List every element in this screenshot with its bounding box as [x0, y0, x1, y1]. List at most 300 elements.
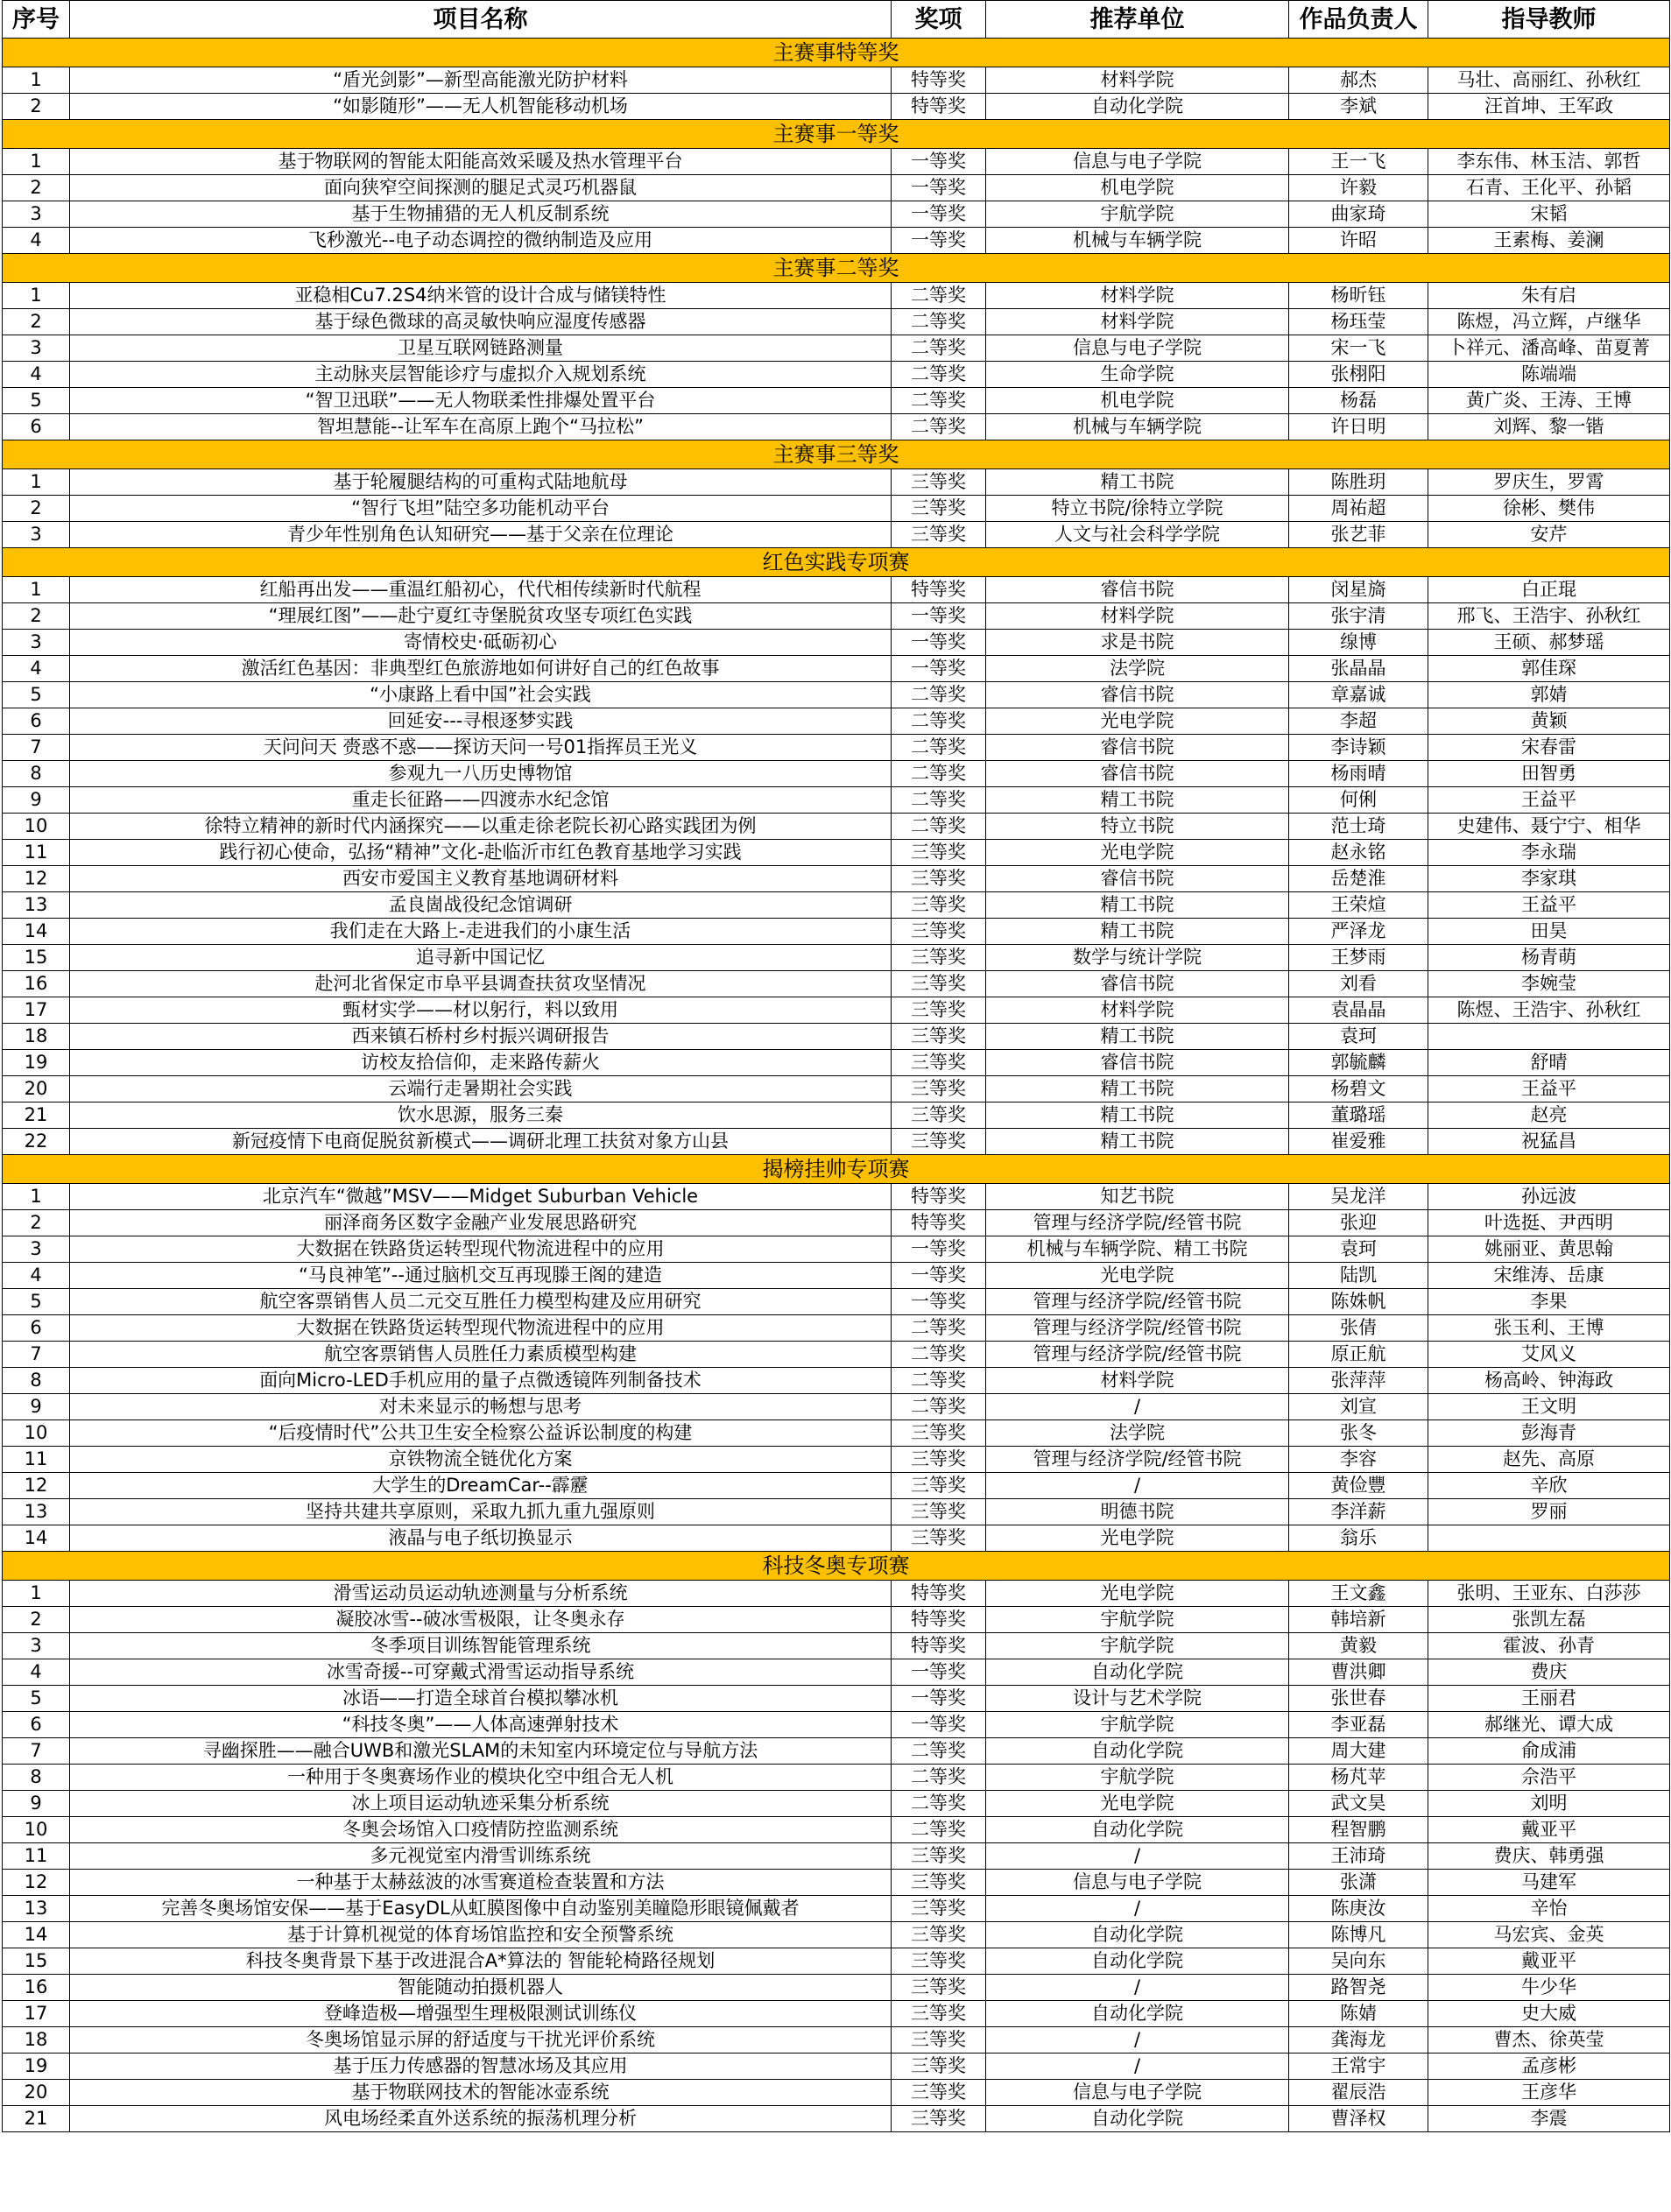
table-row [3, 94, 1670, 120]
project-name: 赴河北省保定市阜平县调查扶贫攻坚情况 [70, 971, 892, 997]
table-row [3, 2080, 1670, 2106]
project-name: 坚持共建共享原则，采取九抓九重九强原则 [70, 1499, 892, 1525]
award-level: 二等奖 [892, 787, 986, 814]
project-name: 液晶与电子纸切换显示 [70, 1525, 892, 1552]
recommending-unit: 明德书院 [986, 1499, 1289, 1525]
row-index: 4 [3, 656, 70, 682]
advisor: 舒晴 [1428, 1050, 1670, 1076]
advisor [1428, 1525, 1670, 1552]
award-level: 一等奖 [892, 1236, 986, 1263]
project-name: 面向Micro-LED手机应用的量子点微透镜阵列制备技术 [70, 1368, 892, 1394]
award-level: 三等奖 [892, 997, 986, 1024]
advisor: 王益平 [1428, 787, 1670, 814]
row-index: 5 [3, 1289, 70, 1315]
award-level: 特等奖 [892, 1607, 986, 1633]
row-index: 9 [3, 1394, 70, 1420]
recommending-unit: 自动化学院 [986, 1948, 1289, 1975]
row-index: 12 [3, 1870, 70, 1896]
project-name: 孟良崮战役纪念馆调研 [70, 892, 892, 919]
row-index: 14 [3, 1525, 70, 1552]
table-body [3, 39, 1670, 2132]
table-row [3, 787, 1670, 814]
project-name: “后疫情时代”公共卫生安全检察公益诉讼制度的构建 [70, 1420, 892, 1447]
recommending-unit: 睿信书院 [986, 971, 1289, 997]
recommending-unit: 知艺书院 [986, 1184, 1289, 1210]
table-row [3, 1870, 1670, 1896]
recommending-unit: 宇航学院 [986, 1765, 1289, 1791]
project-name: 冬奥场馆显示屏的舒适度与干扰光评价系统 [70, 2027, 892, 2053]
project-leader: 董璐瑶 [1289, 1102, 1428, 1129]
project-name: 云端行走暑期社会实践 [70, 1076, 892, 1102]
recommending-unit: 精工书院 [986, 1076, 1289, 1102]
advisor: 田昊 [1428, 919, 1670, 945]
table-row [3, 1817, 1670, 1843]
project-leader: 郭毓麟 [1289, 1050, 1428, 1076]
award-level: 二等奖 [892, 335, 986, 362]
recommending-unit: 数学与统计学院 [986, 945, 1289, 971]
row-index: 20 [3, 2080, 70, 2106]
table-row [3, 1076, 1670, 1102]
row-index: 12 [3, 866, 70, 892]
section-title: 主赛事特等奖 [3, 39, 1670, 67]
project-leader: 王文鑫 [1289, 1581, 1428, 1607]
award-level: 三等奖 [892, 1102, 986, 1129]
award-level: 三等奖 [892, 1948, 986, 1975]
table-row [3, 1368, 1670, 1394]
table-row [3, 1581, 1670, 1607]
section-title: 科技冬奥专项赛 [3, 1552, 1670, 1581]
project-name: 红船再出发——重温红船初心，代代相传续新时代航程 [70, 577, 892, 603]
row-index: 19 [3, 2053, 70, 2080]
advisor: 李东伟、林玉洁、郭哲 [1428, 149, 1670, 175]
advisor: 罗庆生，罗霄 [1428, 469, 1670, 496]
row-index: 5 [3, 682, 70, 708]
recommending-unit: / [986, 1473, 1289, 1499]
recommending-unit: 管理与经济学院/经管书院 [986, 1447, 1289, 1473]
award-level: 一等奖 [892, 1686, 986, 1712]
table-row [3, 866, 1670, 892]
award-level: 二等奖 [892, 1394, 986, 1420]
project-leader: 路智尧 [1289, 1975, 1428, 2001]
project-leader: 张迎 [1289, 1210, 1428, 1236]
header-award: 奖项 [892, 1, 986, 39]
project-name: “盾光剑影”—新型高能激光防护材料 [70, 67, 892, 94]
recommending-unit: 精工书院 [986, 469, 1289, 496]
section-title: 主赛事二等奖 [3, 254, 1670, 283]
project-leader: 李亚磊 [1289, 1712, 1428, 1738]
project-name: 基于物联网技术的智能冰壶系统 [70, 2080, 892, 2106]
advisor: 叶选挺、尹西明 [1428, 1210, 1670, 1236]
recommending-unit: 信息与电子学院 [986, 335, 1289, 362]
project-leader: 许昭 [1289, 228, 1428, 254]
row-index: 7 [3, 1342, 70, 1368]
recommending-unit: 睿信书院 [986, 866, 1289, 892]
recommending-unit: 宇航学院 [986, 1607, 1289, 1633]
project-name: 一种用于冬奥赛场作业的模块化空中组合无人机 [70, 1765, 892, 1791]
table-row [3, 522, 1670, 548]
section-header-row [3, 1552, 1670, 1581]
project-name: 飞秒激光--电子动态调控的微纳制造及应用 [70, 228, 892, 254]
recommending-unit: 自动化学院 [986, 1659, 1289, 1686]
project-name: 基于压力传感器的智慧冰场及其应用 [70, 2053, 892, 2080]
row-index: 1 [3, 469, 70, 496]
advisor: 李震 [1428, 2106, 1670, 2132]
award-level: 三等奖 [892, 2080, 986, 2106]
table-row [3, 682, 1670, 708]
project-leader: 武文昊 [1289, 1791, 1428, 1817]
recommending-unit: 自动化学院 [986, 2106, 1289, 2132]
award-level: 三等奖 [892, 2053, 986, 2080]
project-leader: 张宇清 [1289, 603, 1428, 630]
project-name: 青少年性别角色认知研究——基于父亲在位理论 [70, 522, 892, 548]
recommending-unit: / [986, 1896, 1289, 1922]
project-leader: 刘宣 [1289, 1394, 1428, 1420]
section-title: 红色实践专项赛 [3, 548, 1670, 577]
table-row [3, 1499, 1670, 1525]
row-index: 1 [3, 67, 70, 94]
project-name: 多元视觉室内滑雪训练系统 [70, 1843, 892, 1870]
row-index: 15 [3, 1948, 70, 1975]
table-row [3, 1975, 1670, 2001]
project-leader: 翟辰浩 [1289, 2080, 1428, 2106]
project-leader: 许日明 [1289, 414, 1428, 440]
header-index: 序号 [3, 1, 70, 39]
row-index: 21 [3, 2106, 70, 2132]
row-index: 6 [3, 1315, 70, 1342]
project-name: “小康路上看中国”社会实践 [70, 682, 892, 708]
project-name: “如影随形”——无人机智能移动机场 [70, 94, 892, 120]
advisor: 张玉利、王博 [1428, 1315, 1670, 1342]
project-name: 饮水思源，服务三秦 [70, 1102, 892, 1129]
advisor: 黄颖 [1428, 708, 1670, 735]
award-level: 二等奖 [892, 682, 986, 708]
advisor: 李果 [1428, 1289, 1670, 1315]
row-index: 3 [3, 201, 70, 228]
recommending-unit: 精工书院 [986, 787, 1289, 814]
recommending-unit: 睿信书院 [986, 577, 1289, 603]
award-level: 三等奖 [892, 2027, 986, 2053]
table-row [3, 2027, 1670, 2053]
advisor: 孙远波 [1428, 1184, 1670, 1210]
project-name: 航空客票销售人员二元交互胜任力模型构建及应用研究 [70, 1289, 892, 1315]
project-leader: 袁珂 [1289, 1236, 1428, 1263]
award-level: 二等奖 [892, 362, 986, 388]
recommending-unit: 机械与车辆学院 [986, 414, 1289, 440]
table-row [3, 997, 1670, 1024]
project-name: 登峰造极—增强型生理极限测试训练仪 [70, 2001, 892, 2027]
row-index: 3 [3, 335, 70, 362]
table-row [3, 1184, 1670, 1210]
project-name: 冬奥会场馆入口疫情防控监测系统 [70, 1817, 892, 1843]
award-level: 三等奖 [892, 971, 986, 997]
award-level: 三等奖 [892, 496, 986, 522]
recommending-unit: / [986, 1843, 1289, 1870]
project-leader: 龚海龙 [1289, 2027, 1428, 2053]
project-leader: 张萍萍 [1289, 1368, 1428, 1394]
table-row [3, 388, 1670, 414]
table-row [3, 335, 1670, 362]
row-index: 2 [3, 175, 70, 201]
award-level: 特等奖 [892, 1210, 986, 1236]
project-name: 基于生物捕猎的无人机反制系统 [70, 201, 892, 228]
project-name: 新冠疫情下电商促脱贫新模式——调研北理工扶贫对象方山县 [70, 1129, 892, 1155]
row-index: 3 [3, 1633, 70, 1659]
project-leader: 周祐超 [1289, 496, 1428, 522]
advisor: 郭婧 [1428, 682, 1670, 708]
project-leader: 王荣煊 [1289, 892, 1428, 919]
project-leader: 张倩 [1289, 1315, 1428, 1342]
advisor: 陈煜，冯立辉，卢继华 [1428, 309, 1670, 335]
advisor: 费庆、韩勇强 [1428, 1843, 1670, 1870]
project-leader: 张潇 [1289, 1870, 1428, 1896]
recommending-unit: 精工书院 [986, 1129, 1289, 1155]
recommending-unit: 人文与社会科学学院 [986, 522, 1289, 548]
table-row [3, 496, 1670, 522]
table-row [3, 1263, 1670, 1289]
project-name: 寻幽探胜——融合UWB和激光SLAM的未知室内环境定位与导航方法 [70, 1738, 892, 1765]
header-project: 项目名称 [70, 1, 892, 39]
project-name: 基于绿色微球的高灵敏快响应湿度传感器 [70, 309, 892, 335]
advisor: 张明、王亚东、白莎莎 [1428, 1581, 1670, 1607]
row-index: 18 [3, 2027, 70, 2053]
row-index: 20 [3, 1076, 70, 1102]
recommending-unit: 光电学院 [986, 1525, 1289, 1552]
recommending-unit: 管理与经济学院/经管书院 [986, 1315, 1289, 1342]
recommending-unit: / [986, 2053, 1289, 2080]
table-row [3, 1738, 1670, 1765]
advisor: 姚丽亚、黄思翰 [1428, 1236, 1670, 1263]
row-index: 11 [3, 840, 70, 866]
advisor: 费庆 [1428, 1659, 1670, 1686]
project-name: 大数据在铁路货运转型现代物流进程中的应用 [70, 1315, 892, 1342]
project-leader: 黄俭豐 [1289, 1473, 1428, 1499]
table-row [3, 1342, 1670, 1368]
recommending-unit: 自动化学院 [986, 94, 1289, 120]
advisor: 安芹 [1428, 522, 1670, 548]
advisor: 戴亚平 [1428, 1948, 1670, 1975]
table-row [3, 2106, 1670, 2132]
advisor: 陈端端 [1428, 362, 1670, 388]
row-index: 3 [3, 522, 70, 548]
table-row [3, 1659, 1670, 1686]
row-index: 10 [3, 1420, 70, 1447]
advisor: 赵亮 [1428, 1102, 1670, 1129]
project-leader: 李斌 [1289, 94, 1428, 120]
row-index: 10 [3, 814, 70, 840]
table-row [3, 1024, 1670, 1050]
project-name: 完善冬奥场馆安保——基于EasyDL从虹膜图像中自动鉴别美瞳隐形眼镜佩戴者 [70, 1896, 892, 1922]
project-leader: 王常宇 [1289, 2053, 1428, 2080]
header-leader: 作品负责人 [1289, 1, 1428, 39]
project-leader: 曹泽权 [1289, 2106, 1428, 2132]
project-leader: 崔爱雅 [1289, 1129, 1428, 1155]
project-leader: 黄毅 [1289, 1633, 1428, 1659]
award-level: 三等奖 [892, 1843, 986, 1870]
recommending-unit: 信息与电子学院 [986, 1870, 1289, 1896]
advisor: 黄广炎、王涛、王博 [1428, 388, 1670, 414]
project-leader: 张晶晶 [1289, 656, 1428, 682]
row-index: 1 [3, 149, 70, 175]
recommending-unit: 管理与经济学院/经管书院 [986, 1210, 1289, 1236]
award-level: 三等奖 [892, 522, 986, 548]
recommending-unit: 睿信书院 [986, 761, 1289, 787]
row-index: 6 [3, 1712, 70, 1738]
row-index: 6 [3, 414, 70, 440]
advisor: 赵先、高原 [1428, 1447, 1670, 1473]
recommending-unit: / [986, 1975, 1289, 2001]
award-level: 二等奖 [892, 761, 986, 787]
award-level: 三等奖 [892, 1420, 986, 1447]
advisor: 王文明 [1428, 1394, 1670, 1420]
award-level: 二等奖 [892, 388, 986, 414]
project-leader: 陈婧 [1289, 2001, 1428, 2027]
recommending-unit: 管理与经济学院/经管书院 [986, 1289, 1289, 1315]
project-leader: 陈姝帆 [1289, 1289, 1428, 1315]
recommending-unit: 特立书院/徐特立学院 [986, 496, 1289, 522]
row-index: 8 [3, 1368, 70, 1394]
project-leader: 袁珂 [1289, 1024, 1428, 1050]
project-name: 访校友拾信仰，走来路传薪火 [70, 1050, 892, 1076]
project-name: 激活红色基因：非典型红色旅游地如何讲好自己的红色故事 [70, 656, 892, 682]
project-name: 卫星互联网链路测量 [70, 335, 892, 362]
advisor: 佘浩平 [1428, 1765, 1670, 1791]
project-name: “智行飞坦”陆空多功能机动平台 [70, 496, 892, 522]
advisor: 郝继光、谭大成 [1428, 1712, 1670, 1738]
table-row [3, 228, 1670, 254]
project-leader: 刘看 [1289, 971, 1428, 997]
project-leader: 杨碧文 [1289, 1076, 1428, 1102]
award-level: 三等奖 [892, 1447, 986, 1473]
award-level: 三等奖 [892, 2106, 986, 2132]
project-name: 我们走在大路上-走进我们的小康生活 [70, 919, 892, 945]
award-level: 三等奖 [892, 840, 986, 866]
award-level: 二等奖 [892, 1342, 986, 1368]
project-leader: 王沛琦 [1289, 1843, 1428, 1870]
project-name: 西来镇石桥村乡村振兴调研报告 [70, 1024, 892, 1050]
row-index: 4 [3, 1659, 70, 1686]
table-row [3, 708, 1670, 735]
advisor: 陈煜、王浩宇、孙秋红 [1428, 997, 1670, 1024]
table-row [3, 149, 1670, 175]
award-level: 三等奖 [892, 1896, 986, 1922]
recommending-unit: 生命学院 [986, 362, 1289, 388]
award-level: 三等奖 [892, 1975, 986, 2001]
header-unit: 推荐单位 [986, 1, 1289, 39]
table-row [3, 414, 1670, 440]
advisor: 曹杰、徐英莹 [1428, 2027, 1670, 2053]
project-leader: 赵永铭 [1289, 840, 1428, 866]
row-index: 7 [3, 1738, 70, 1765]
recommending-unit: / [986, 2027, 1289, 2053]
project-leader: 吴龙洋 [1289, 1184, 1428, 1210]
advisor: 彭海青 [1428, 1420, 1670, 1447]
table-row [3, 283, 1670, 309]
section-title: 主赛事三等奖 [3, 440, 1670, 469]
project-name: 基于轮履腿结构的可重构式陆地航母 [70, 469, 892, 496]
table-row [3, 1686, 1670, 1712]
row-index: 2 [3, 309, 70, 335]
row-index: 14 [3, 919, 70, 945]
award-level: 三等奖 [892, 892, 986, 919]
project-name: 冰上项目运动轨迹采集分析系统 [70, 1791, 892, 1817]
recommending-unit: 求是书院 [986, 630, 1289, 656]
project-leader: 杨磊 [1289, 388, 1428, 414]
table-row [3, 1473, 1670, 1499]
advisor: 李婉莹 [1428, 971, 1670, 997]
row-index: 4 [3, 1263, 70, 1289]
project-name: 对未来显示的畅想与思考 [70, 1394, 892, 1420]
section-header-row [3, 120, 1670, 149]
table-row [3, 1102, 1670, 1129]
project-name: 滑雪运动员运动轨迹测量与分析系统 [70, 1581, 892, 1607]
award-level: 三等奖 [892, 1525, 986, 1552]
project-leader: 韩培新 [1289, 1607, 1428, 1633]
recommending-unit: 材料学院 [986, 283, 1289, 309]
table-row [3, 309, 1670, 335]
recommending-unit: 材料学院 [986, 67, 1289, 94]
section-header-row [3, 548, 1670, 577]
recommending-unit: 法学院 [986, 656, 1289, 682]
row-index: 18 [3, 1024, 70, 1050]
row-index: 6 [3, 708, 70, 735]
award-level: 二等奖 [892, 1817, 986, 1843]
project-leader: 曲家琦 [1289, 201, 1428, 228]
table-row [3, 1843, 1670, 1870]
row-index: 15 [3, 945, 70, 971]
award-level: 一等奖 [892, 656, 986, 682]
project-leader: 王梦雨 [1289, 945, 1428, 971]
row-index: 16 [3, 1975, 70, 2001]
award-level: 三等奖 [892, 469, 986, 496]
row-index: 16 [3, 971, 70, 997]
recommending-unit: 宇航学院 [986, 1712, 1289, 1738]
section-title: 主赛事一等奖 [3, 120, 1670, 149]
row-index: 11 [3, 1843, 70, 1870]
row-index: 12 [3, 1473, 70, 1499]
award-level: 一等奖 [892, 149, 986, 175]
table-row [3, 1289, 1670, 1315]
row-index: 9 [3, 1791, 70, 1817]
advisor: 马建军 [1428, 1870, 1670, 1896]
project-name: 一种基于太赫兹波的冰雪赛道检查装置和方法 [70, 1870, 892, 1896]
award-level: 一等奖 [892, 1263, 986, 1289]
recommending-unit: / [986, 1394, 1289, 1420]
award-level: 二等奖 [892, 1791, 986, 1817]
recommending-unit: 自动化学院 [986, 1817, 1289, 1843]
advisor: 王素梅、姜澜 [1428, 228, 1670, 254]
advisor: 王益平 [1428, 1076, 1670, 1102]
advisor: 王硕、郝梦瑶 [1428, 630, 1670, 656]
award-level: 三等奖 [892, 2001, 986, 2027]
advisor: 李永瑞 [1428, 840, 1670, 866]
project-name: 基于物联网的智能太阳能高效采暖及热水管理平台 [70, 149, 892, 175]
advisor: 马壮、高丽红、孙秋红 [1428, 67, 1670, 94]
advisor: 徐彬、樊伟 [1428, 496, 1670, 522]
table-row [3, 1922, 1670, 1948]
project-name: 甄材实学——材以躬行，料以致用 [70, 997, 892, 1024]
advisor: 史建伟、聂宁宁、相华 [1428, 814, 1670, 840]
recommending-unit: 睿信书院 [986, 1050, 1289, 1076]
project-name: 科技冬奥背景下基于改进混合A*算法的 智能轮椅路径规划 [70, 1948, 892, 1975]
recommending-unit: 法学院 [986, 1420, 1289, 1447]
advisor: 俞成浦 [1428, 1738, 1670, 1765]
table-row [3, 735, 1670, 761]
project-name: 亚稳相Cu7.2S4纳米管的设计合成与储镁特性 [70, 283, 892, 309]
recommending-unit: 精工书院 [986, 1102, 1289, 1129]
advisor: 牛少华 [1428, 1975, 1670, 2001]
advisor: 王益平 [1428, 892, 1670, 919]
advisor: 白正琨 [1428, 577, 1670, 603]
